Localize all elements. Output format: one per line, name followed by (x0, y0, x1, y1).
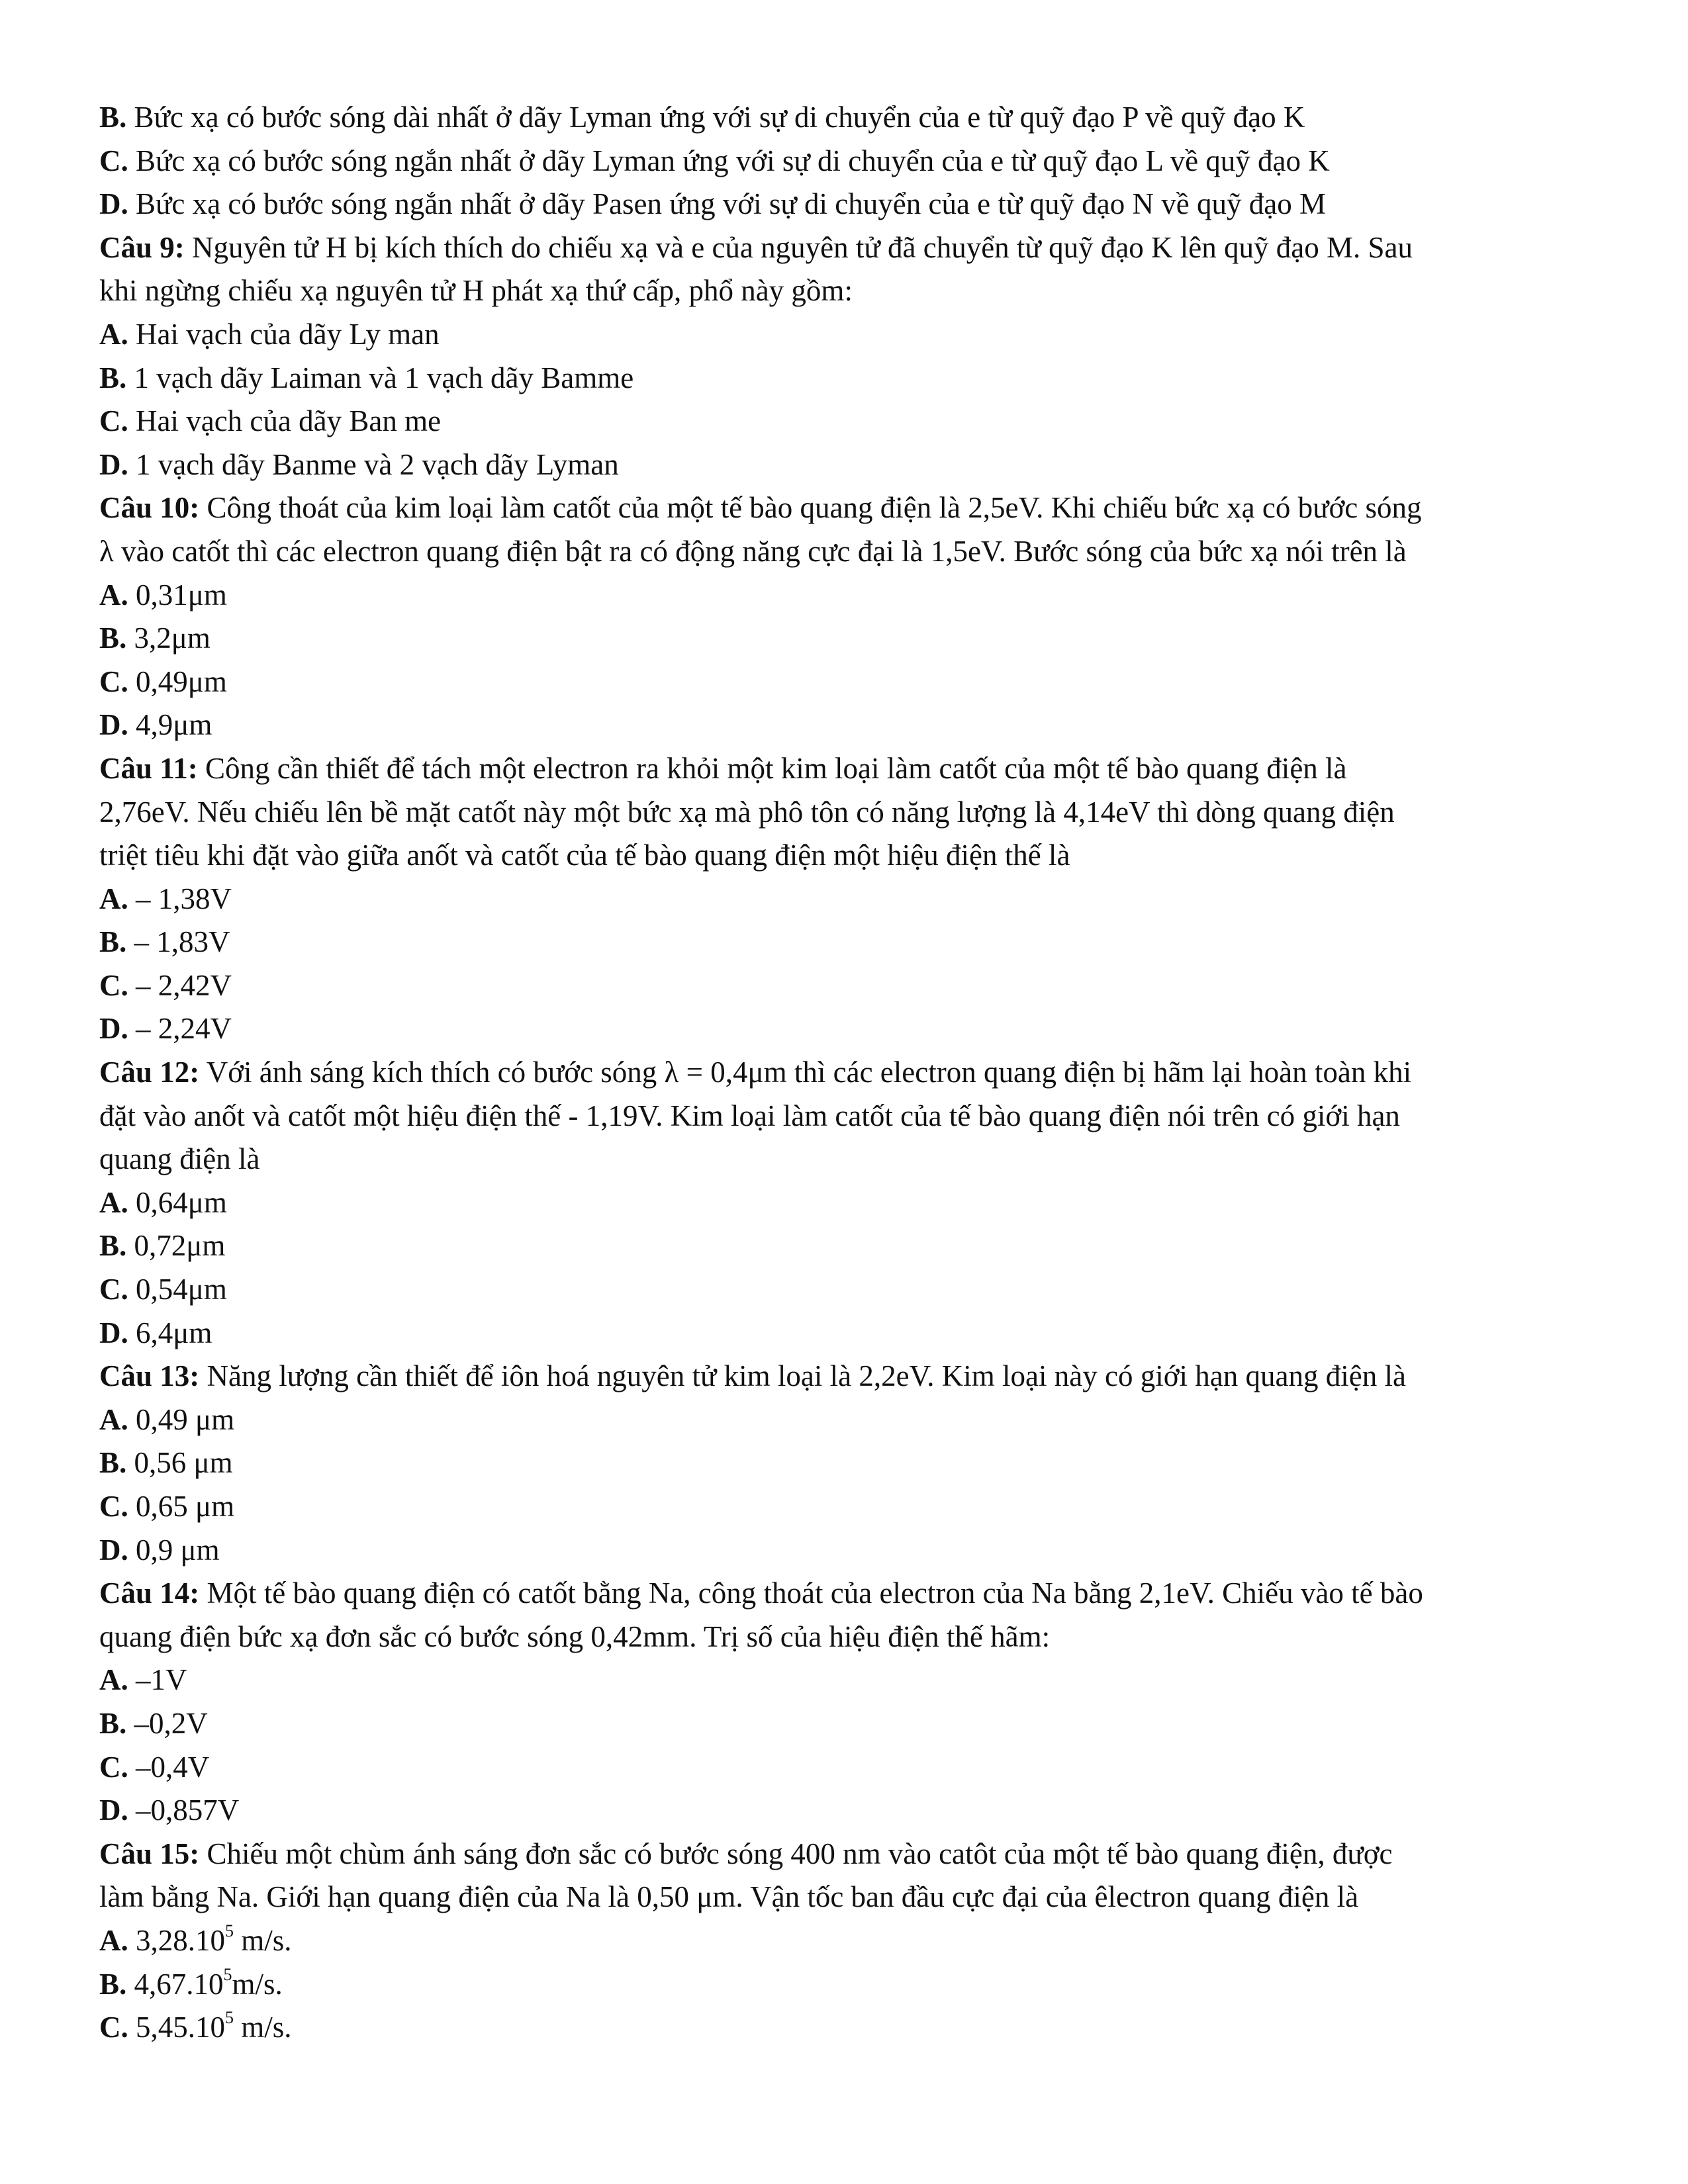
question-label: Câu 11: (99, 751, 198, 785)
q10-stem-line2: λ vào catốt thì các electron quang điện bật ra có động năng cực đại là 1,5eV. Bước sóng của bức xạ nói trên là (99, 534, 1407, 568)
q14-stem-line2: quang điện bức xạ đơn sắc có bước sóng 0,42mm. Trị số của hiệu điện thế hãm: (99, 1619, 1051, 1653)
q15-option-c (99, 2006, 1589, 2050)
option-text: 0,49 μm (128, 1402, 235, 1436)
q12-stem-line1 (99, 1051, 1589, 1095)
option-label: C. (99, 664, 128, 698)
q15-option-b (99, 1963, 1589, 2007)
option-text: 0,64μm (128, 1185, 227, 1219)
option-text: 3,28.10 (128, 1923, 225, 1957)
option-text: – 1,83V (126, 925, 230, 959)
q10-option-c (99, 660, 1589, 704)
option-text: –0,857V (128, 1794, 240, 1827)
question-text: Năng lượng cần thiết để iôn hoá nguyên tử kim loại là 2,2eV. Kim loại này có giới hạn quang điện là (199, 1359, 1406, 1393)
option-label: C. (99, 1273, 128, 1306)
option-text: – 2,42V (128, 968, 232, 1002)
question-label: Câu 13: (99, 1359, 200, 1393)
option-text: 0,49μm (128, 664, 227, 698)
option-label: D. (99, 708, 128, 742)
option-label: B. (99, 1706, 127, 1740)
q9-option-c (99, 400, 1589, 443)
option-text: Bức xạ có bước sóng ngắn nhất ở dãy Lyman ứng với sự di chuyển của e từ quỹ đạo L về quỹ đạo K (128, 144, 1330, 177)
option-text: 5,45.10 (128, 2011, 225, 2044)
option-text: Bức xạ có bước sóng dài nhất ở dãy Lyman ứng với sự di chuyển của e từ quỹ đạo P về quỹ đạo K (126, 101, 1305, 134)
option-label: D. (99, 447, 128, 481)
q12-option-a (99, 1181, 1589, 1225)
question-label: Câu 15: (99, 1837, 200, 1870)
option-label: D. (99, 187, 128, 221)
q10-option-b (99, 617, 1589, 660)
question-text: Với ánh sáng kích thích có bước sóng λ = 0,4μm thì các electron quang điện bị hãm lại hoàn toàn khi (199, 1056, 1412, 1089)
q9-stem-line2: khi ngừng chiếu xạ nguyên tử H phát xạ thứ cấp, phổ này gồm: (99, 274, 853, 308)
q15-option-a (99, 1919, 1589, 1963)
question-text: Công thoát của kim loại làm catốt của một tế bào quang điện là 2,5eV. Khi chiếu bức xạ có bước sóng (199, 491, 1422, 525)
option-label: D. (99, 1794, 128, 1827)
option-text: –1V (128, 1663, 187, 1697)
option-label: D. (99, 1316, 128, 1349)
option-label: C. (99, 2011, 128, 2044)
q11-stem-line3: triệt tiêu khi đặt vào giữa anốt và catốt của tế bào quang điện một hiệu điện thế là (99, 839, 1070, 872)
option-text: 0,72μm (126, 1229, 226, 1263)
q9-stem-line1 (99, 226, 1589, 270)
option-label: A. (99, 578, 128, 612)
option-label: B. (99, 621, 127, 655)
q10-stem-line1 (99, 486, 1589, 530)
option-text: 4,9μm (128, 708, 212, 742)
q11-option-c (99, 964, 1589, 1008)
q9-option-d (99, 443, 1589, 487)
option-label: B. (99, 361, 127, 394)
option-label: A. (99, 317, 128, 351)
q8-option-b (99, 96, 1589, 140)
option-label: D. (99, 1533, 128, 1567)
q11-stem-line2: 2,76eV. Nếu chiếu lên bề mặt catốt này một bức xạ mà phô tôn có năng lượng là 4,14eV thì dòng quang điện (99, 795, 1395, 829)
option-text: 4,67.10 (126, 1967, 224, 2001)
q13-option-b (99, 1441, 1589, 1485)
q15-stem-line1 (99, 1833, 1589, 1876)
option-label: B. (99, 925, 127, 959)
question-text: Một tế bào quang điện có catốt bằng Na, công thoát của electron của Na bằng 2,1eV. Chiếu vào tế bào (199, 1576, 1423, 1610)
option-label: C. (99, 968, 128, 1002)
option-text: – 1,38V (128, 882, 232, 915)
q14-option-c (99, 1746, 1589, 1790)
question-text: Nguyên tử H bị kích thích do chiếu xạ và e của nguyên tử đã chuyển từ quỹ đạo K lên quỹ đạo M. Sau (184, 230, 1413, 264)
q14-option-b (99, 1702, 1589, 1746)
option-label: A. (99, 882, 128, 915)
q8-option-c (99, 140, 1589, 183)
question-label: Câu 12: (99, 1056, 200, 1089)
option-label: B. (99, 1229, 127, 1263)
option-text: 0,54μm (128, 1273, 227, 1306)
exponent: 5 (223, 1964, 232, 1984)
q15-stem-line2: làm bằng Na. Giới hạn quang điện của Na là 0,50 μm. Vận tốc ban đầu cực đại của êlectron quang điện là (99, 1880, 1359, 1914)
q12-stem-line3: quang điện là (99, 1142, 260, 1176)
option-text: 0,65 μm (128, 1490, 235, 1523)
q11-stem-line1 (99, 747, 1589, 791)
exponent: 5 (225, 1921, 234, 1940)
option-text: 1 vạch dãy Banme và 2 vạch dãy Lyman (128, 447, 619, 481)
q14-option-a (99, 1659, 1589, 1702)
option-text: – 2,24V (128, 1012, 232, 1046)
q13-option-a (99, 1398, 1589, 1442)
option-unit: m/s. (234, 1923, 292, 1957)
q11-option-a (99, 878, 1589, 921)
q9-option-b (99, 357, 1589, 400)
option-label: C. (99, 1750, 128, 1784)
option-text: 0,31μm (128, 578, 227, 612)
q13-option-c (99, 1485, 1589, 1529)
q11-option-b (99, 921, 1589, 964)
question-label: Câu 9: (99, 230, 185, 264)
option-text: Hai vạch của dãy Ban me (128, 404, 442, 438)
q11-option-d (99, 1007, 1589, 1051)
q12-option-c (99, 1268, 1589, 1312)
option-text: 0,56 μm (126, 1446, 233, 1480)
option-text: Bức xạ có bước sóng ngắn nhất ở dãy Pasen ứng với sự di chuyển của e từ quỹ đạo N về quỹ đạo M (128, 187, 1326, 221)
q12-stem-line2: đặt vào anốt và catốt một hiệu điện thế - 1,19V. Kim loại làm catốt của tế bào quang điện nói trên có giới hạn (99, 1099, 1400, 1132)
question-text: Chiếu một chùm ánh sáng đơn sắc có bước sóng 400 nm vào catôt của một tế bào quang điện, được (199, 1837, 1393, 1870)
option-label: B. (99, 1446, 127, 1480)
q13-option-d (99, 1529, 1589, 1572)
option-text: 1 vạch dãy Laiman và 1 vạch dãy Bamme (126, 361, 634, 394)
exponent: 5 (225, 2008, 234, 2028)
option-text: Hai vạch của dãy Ly man (128, 317, 440, 351)
q10-option-a (99, 574, 1589, 617)
option-label: A. (99, 1923, 128, 1957)
option-label: C. (99, 1490, 128, 1523)
option-label: C. (99, 144, 128, 177)
option-text: –0,4V (128, 1750, 210, 1784)
question-text: Công cần thiết để tách một electron ra khỏi một kim loại làm catốt của một tế bào quang điện là (197, 751, 1347, 785)
option-label: C. (99, 404, 128, 438)
q14-option-d (99, 1789, 1589, 1833)
q10-option-d (99, 704, 1589, 747)
question-label: Câu 14: (99, 1576, 200, 1610)
q14-stem-line1 (99, 1572, 1589, 1615)
option-unit: m/s. (232, 1967, 283, 2001)
option-label: B. (99, 1967, 127, 2001)
q13-stem-line1 (99, 1355, 1589, 1398)
option-text: 0,9 μm (128, 1533, 220, 1567)
option-text: –0,2V (126, 1706, 208, 1740)
q9-option-a (99, 313, 1589, 357)
option-text: 6,4μm (128, 1316, 212, 1349)
q8-option-d (99, 183, 1589, 226)
option-label: B. (99, 101, 127, 134)
option-unit: m/s. (234, 2011, 292, 2044)
option-label: A. (99, 1663, 128, 1697)
option-label: A. (99, 1402, 128, 1436)
document-page (99, 96, 1589, 2050)
question-label: Câu 10: (99, 491, 200, 525)
option-text: 3,2μm (126, 621, 211, 655)
option-label: A. (99, 1185, 128, 1219)
option-label: D. (99, 1012, 128, 1046)
q12-option-b (99, 1224, 1589, 1268)
q12-option-d (99, 1312, 1589, 1355)
